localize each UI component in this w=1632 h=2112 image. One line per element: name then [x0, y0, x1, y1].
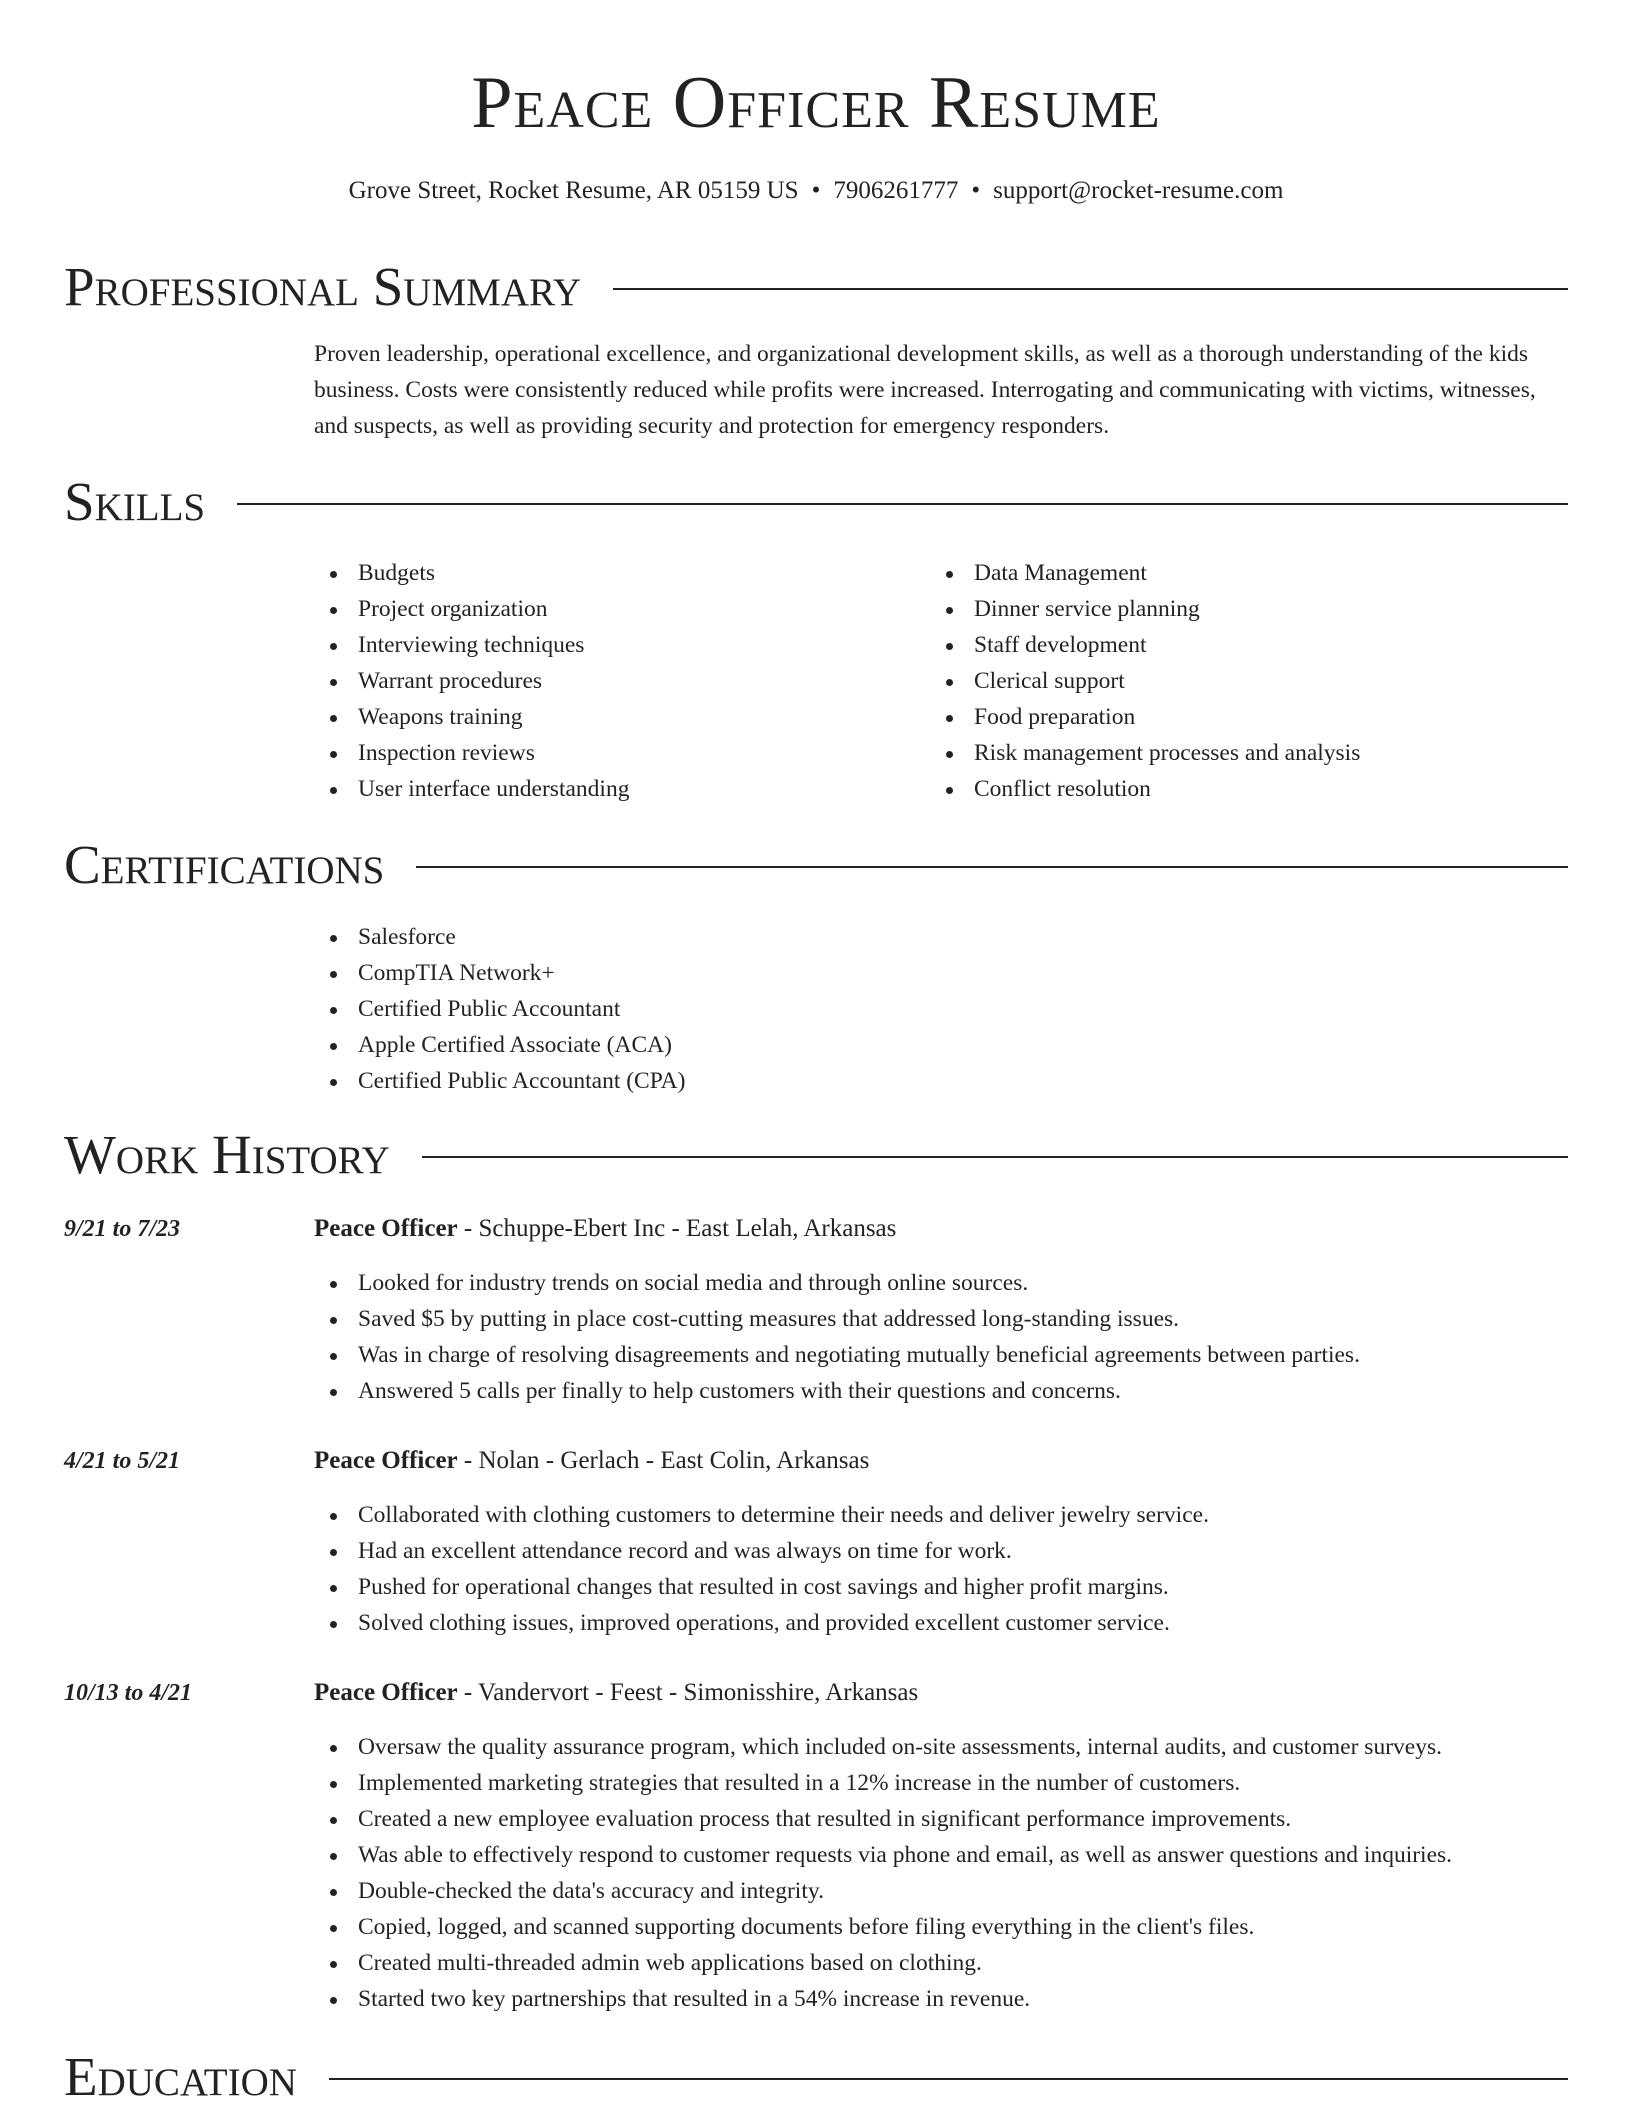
- job-bullet: Answered 5 calls per finally to help customers with their questions and concerns.: [314, 1373, 1360, 1409]
- summary-section-header: [64, 255, 1568, 319]
- skill-item: Food preparation: [930, 699, 1360, 735]
- skills-list-right: [930, 555, 1360, 807]
- job-dates: 10/13 to 4/21: [64, 1680, 193, 1706]
- job-bullet: Double-checked the data's accuracy and integrity.: [314, 1873, 1452, 1909]
- section-title-skills: Skills: [64, 471, 206, 532]
- education-section-header: [64, 2045, 1568, 2109]
- certifications-list: [314, 919, 685, 1099]
- job-bullets: [314, 1497, 1209, 1641]
- job-company: - Nolan - Gerlach - East Colin, Arkansas: [457, 1447, 870, 1474]
- job-heading: [314, 1443, 869, 1479]
- section-title-education: Education: [64, 2046, 297, 2107]
- skill-item: Dinner service planning: [930, 591, 1360, 627]
- contact-address: Grove Street, Rocket Resume, AR 05159 US: [348, 177, 799, 204]
- job-bullet: Had an excellent attendance record and was always on time for work.: [314, 1533, 1209, 1569]
- section-divider: [329, 2078, 1568, 2080]
- section-title-certifications: Certifications: [64, 834, 385, 895]
- work-section-header: [64, 1123, 1568, 1187]
- job-company: - Vandervort - Feest - Simonisshire, Arkansas: [457, 1679, 919, 1706]
- section-title-summary: Professional Summary: [64, 256, 582, 317]
- job-bullet: Created multi-threaded admin web applications based on clothing.: [314, 1945, 1452, 1981]
- skill-item: Weapons training: [314, 699, 629, 735]
- skill-item: Data Management: [930, 555, 1360, 591]
- skill-item: Risk management processes and analysis: [930, 735, 1360, 771]
- contact-phone: 7906261777: [833, 177, 959, 204]
- skill-item: Warrant procedures: [314, 663, 629, 699]
- skill-item: Clerical support: [930, 663, 1360, 699]
- skill-item: Budgets: [314, 555, 629, 591]
- job-bullet: Started two key partnerships that resulted in a 54% increase in revenue.: [314, 1981, 1452, 2017]
- skill-item: Conflict resolution: [930, 771, 1360, 807]
- skill-item: Interviewing techniques: [314, 627, 629, 663]
- job-heading: [314, 1675, 918, 1711]
- skill-item: Staff development: [930, 627, 1360, 663]
- job-role: Peace Officer: [314, 1679, 458, 1706]
- job-bullet: Pushed for operational changes that resulted in cost savings and higher profit margins.: [314, 1569, 1209, 1605]
- skills-list-left: [314, 555, 629, 807]
- job-company: - Schuppe-Ebert Inc - East Lelah, Arkansas: [457, 1215, 897, 1242]
- job-bullet: Implemented marketing strategies that resulted in a 12% increase in the number of customers.: [314, 1765, 1452, 1801]
- certification-item: Apple Certified Associate (ACA): [314, 1027, 685, 1063]
- certifications-section-header: [64, 833, 1568, 897]
- skill-item: User interface understanding: [314, 771, 629, 807]
- skills-section-header: [64, 470, 1568, 534]
- job-heading: [314, 1211, 896, 1247]
- job-bullet: Was in charge of resolving disagreements and negotiating mutually beneficial agreements between parties.: [314, 1337, 1360, 1373]
- job-role: Peace Officer: [314, 1215, 458, 1242]
- skill-item: Inspection reviews: [314, 735, 629, 771]
- contact-email[interactable]: support@rocket-resume.com: [993, 177, 1284, 204]
- job-bullets: [314, 1265, 1360, 1409]
- section-divider: [416, 866, 1568, 868]
- job-bullet: Saved $5 by putting in place cost-cutting measures that addressed long-standing issues.: [314, 1301, 1360, 1337]
- job-bullet: Created a new employee evaluation process that resulted in significant performance improvements.: [314, 1801, 1452, 1837]
- job-bullet: Looked for industry trends on social media and through online sources.: [314, 1265, 1360, 1301]
- certification-item: Certified Public Accountant (CPA): [314, 1063, 685, 1099]
- certification-item: CompTIA Network+: [314, 955, 685, 991]
- contact-separator: •: [971, 177, 981, 204]
- certification-item: Certified Public Accountant: [314, 991, 685, 1027]
- job-dates: 4/21 to 5/21: [64, 1448, 181, 1474]
- resume-title: Peace Officer Resume: [471, 62, 1161, 144]
- section-divider: [237, 503, 1568, 505]
- job-dates: 9/21 to 7/23: [64, 1216, 181, 1242]
- job-bullet: Oversaw the quality assurance program, which included on-site assessments, internal audits, and customer surveys.: [314, 1729, 1452, 1765]
- section-divider: [613, 288, 1568, 290]
- contact-line: [0, 174, 1632, 208]
- contact-separator: •: [811, 177, 821, 204]
- job-bullet: Collaborated with clothing customers to determine their needs and deliver jewelry service.: [314, 1497, 1209, 1533]
- job-bullet: Was able to effectively respond to customer requests via phone and email, as well as answer questions and inquiries.: [314, 1837, 1452, 1873]
- job-role: Peace Officer: [314, 1447, 458, 1474]
- certification-item: Salesforce: [314, 919, 685, 955]
- job-bullet: Copied, logged, and scanned supporting documents before filing everything in the client's files.: [314, 1909, 1452, 1945]
- section-divider: [422, 1156, 1568, 1158]
- job-bullets: [314, 1729, 1452, 2017]
- job-bullet: Solved clothing issues, improved operations, and provided excellent customer service.: [314, 1605, 1209, 1641]
- section-title-work-history: Work History: [64, 1124, 390, 1185]
- summary-text: Proven leadership, operational excellence, and organizational development skills, as well as a thorough understanding of the kids business. Costs were consistently reduced while profits were increased. Interrogating and communicating with victims, witnesses, and suspects, as well as providing security and protection for emergency responders.: [314, 341, 1536, 439]
- skill-item: Project organization: [314, 591, 629, 627]
